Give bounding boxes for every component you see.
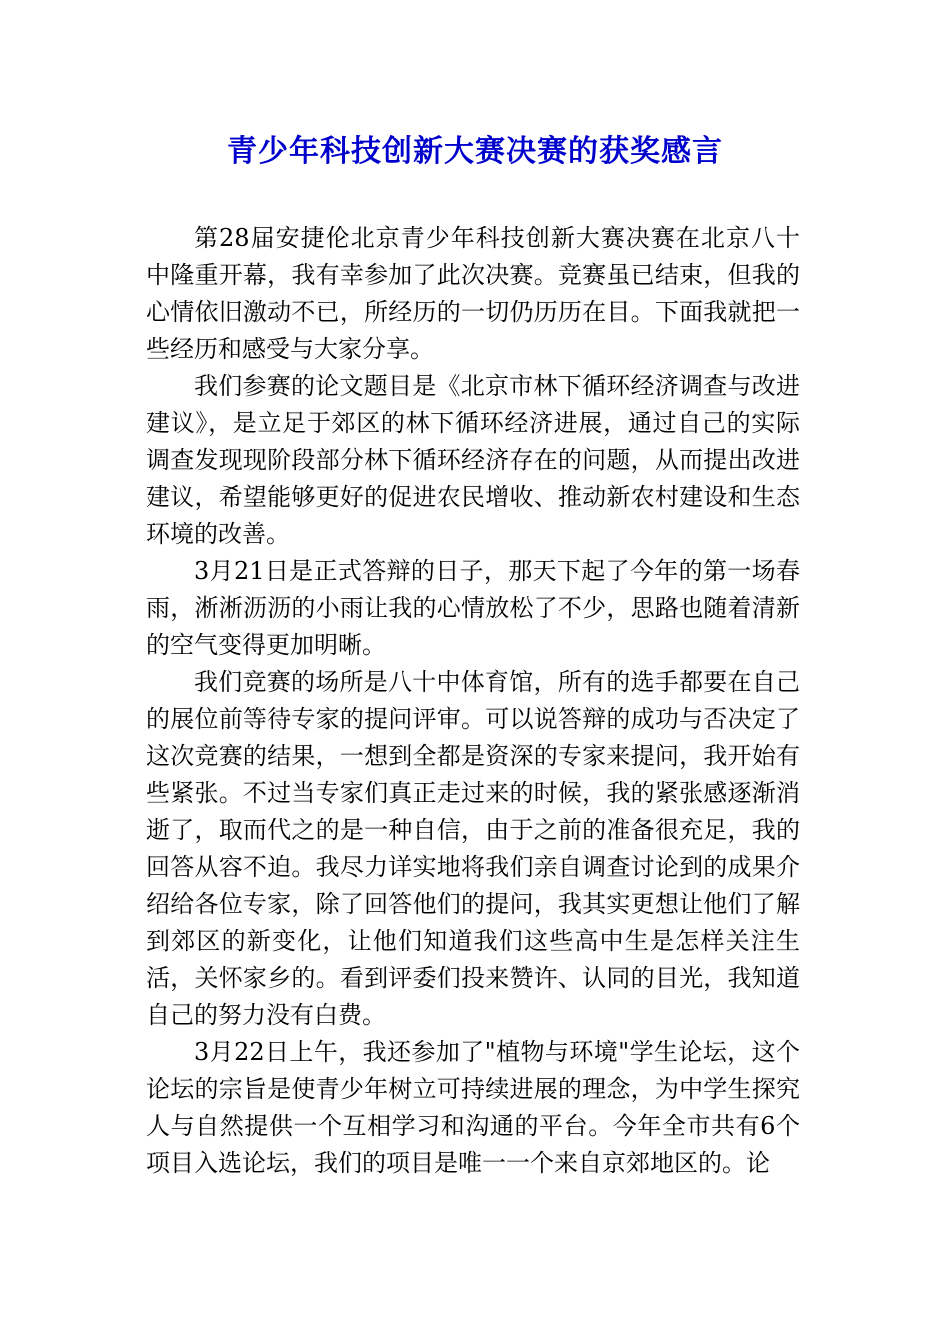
document-title: 青少年科技创新大赛决赛的获奖感言 (227, 134, 723, 169)
document-body (146, 220, 800, 1182)
paragraph-4: 我们竞赛的场所是八十中体育馆，所有的选手都要在自己的展位前等待专家的提问评审。可以说答辩的成功与否决定了这次竞赛的结果，一想到全都是资深的专家来提问，我开始有些紧张。不过当专家们真正走过来的时候，我的紧张感逐渐消逝了，取而代之的是一种自信，由于之前的准备很充足，我的回答从容不迫。我尽力详实地将我们亲自调查讨论到的成果介绍给各位专家，除了回答他们的提问，我其实更想让他们了解到郊区的新变化，让他们知道我们这些高中生是怎样关注生活，关怀家乡的。看到评委们投来赞许、认同的目光，我知道自己的努力没有白费。 (146, 668, 800, 1029)
paragraph-1: 第28届安捷伦北京青少年科技创新大赛决赛在北京八十中隆重开幕，我有幸参加了此次决赛。竞赛虽已结束，但我的心情依旧激动不已，所经历的一切仍历历在目。下面我就把一些经历和感受与大家分享。 (146, 224, 800, 363)
paragraph-3: 3月21日是正式答辩的日子，那天下起了今年的第一场春雨，淅淅沥沥的小雨让我的心情放松了不少，思路也随着清新的空气变得更加明晰。 (146, 557, 800, 659)
paragraph-5: 3月22日上午，我还参加了"植物与环境"学生论坛，这个论坛的宗旨是使青少年树立可持续进展的理念，为中学生探究人与自然提供一个互相学习和沟通的平台。今年全市共有6个项目入选论坛，我们的项目是唯一一个来自京郊地区的。论 (146, 1038, 800, 1177)
paragraph-2: 我们参赛的论文题目是《北京市林下循环经济调查与改进建议》，是立足于郊区的林下循环经济进展，通过自己的实际调查发现现阶段部分林下循环经济存在的问题，从而提出改进建议，希望能够更好的促进农民增收、推动新农村建设和生态环境的改善。 (146, 372, 800, 548)
